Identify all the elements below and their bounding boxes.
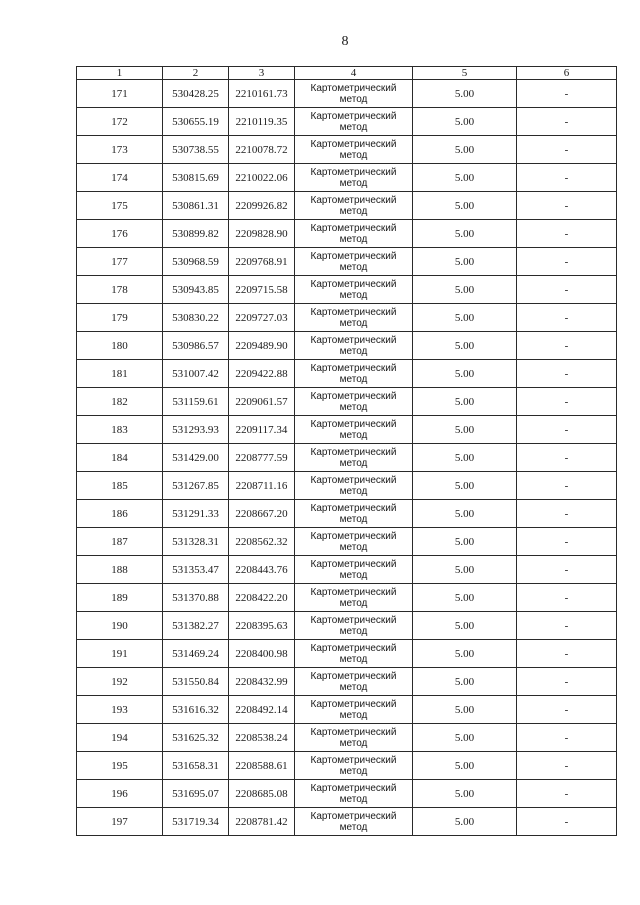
- point-number-cell: 182: [77, 388, 163, 416]
- precision-cell: 5.00: [413, 780, 517, 808]
- x-coordinate-cell: 531550.84: [163, 668, 229, 696]
- table-row: [77, 192, 617, 220]
- note-cell: -: [517, 80, 617, 108]
- y-coordinate-cell: 2209926.82: [229, 192, 295, 220]
- point-number-cell: 189: [77, 584, 163, 612]
- precision-cell: 5.00: [413, 584, 517, 612]
- table-row: [77, 276, 617, 304]
- point-number-cell: 197: [77, 808, 163, 836]
- x-coordinate-cell: 531370.88: [163, 584, 229, 612]
- note-cell: -: [517, 136, 617, 164]
- y-coordinate-cell: 2210022.06: [229, 164, 295, 192]
- table-row: [77, 584, 617, 612]
- y-coordinate-cell: 2209828.90: [229, 220, 295, 248]
- table-row: [77, 80, 617, 108]
- note-cell: -: [517, 108, 617, 136]
- x-coordinate-cell: 531267.85: [163, 472, 229, 500]
- y-coordinate-cell: 2208492.14: [229, 696, 295, 724]
- method-line2: метод: [339, 793, 368, 805]
- y-coordinate-cell: 2209727.03: [229, 304, 295, 332]
- x-coordinate-cell: 530986.57: [163, 332, 229, 360]
- precision-cell: 5.00: [413, 668, 517, 696]
- method-line2: метод: [339, 821, 368, 833]
- point-number-cell: 171: [77, 80, 163, 108]
- method-line2: метод: [339, 513, 368, 525]
- method-line2: метод: [339, 457, 368, 469]
- note-cell: -: [517, 472, 617, 500]
- method-line2: метод: [339, 625, 368, 637]
- y-coordinate-cell: 2208395.63: [229, 612, 295, 640]
- method-line2: метод: [339, 681, 368, 693]
- table-row: [77, 444, 617, 472]
- x-coordinate-cell: 531469.24: [163, 640, 229, 668]
- table-row: [77, 780, 617, 808]
- table-row: [77, 416, 617, 444]
- note-cell: -: [517, 192, 617, 220]
- y-coordinate-cell: 2208422.20: [229, 584, 295, 612]
- precision-cell: 5.00: [413, 220, 517, 248]
- point-number-cell: 184: [77, 444, 163, 472]
- precision-cell: 5.00: [413, 752, 517, 780]
- method-cell: [295, 304, 413, 332]
- note-cell: -: [517, 220, 617, 248]
- point-number-cell: 181: [77, 360, 163, 388]
- x-coordinate-cell: 531625.32: [163, 724, 229, 752]
- note-cell: -: [517, 584, 617, 612]
- note-cell: -: [517, 332, 617, 360]
- table-row: [77, 136, 617, 164]
- note-cell: -: [517, 752, 617, 780]
- method-line2: метод: [339, 149, 368, 161]
- note-cell: -: [517, 556, 617, 584]
- note-cell: -: [517, 416, 617, 444]
- note-cell: -: [517, 304, 617, 332]
- method-line1: Картометрический: [310, 642, 397, 654]
- x-coordinate-cell: 530815.69: [163, 164, 229, 192]
- precision-cell: 5.00: [413, 472, 517, 500]
- method-cell: [295, 696, 413, 724]
- y-coordinate-cell: 2210119.35: [229, 108, 295, 136]
- method-line2: метод: [339, 541, 368, 553]
- point-number-cell: 176: [77, 220, 163, 248]
- x-coordinate-cell: 530830.22: [163, 304, 229, 332]
- precision-cell: 5.00: [413, 304, 517, 332]
- method-line1: Картометрический: [310, 250, 397, 262]
- point-number-cell: 172: [77, 108, 163, 136]
- precision-cell: 5.00: [413, 640, 517, 668]
- point-number-cell: 174: [77, 164, 163, 192]
- table-row: [77, 668, 617, 696]
- point-number-cell: 185: [77, 472, 163, 500]
- method-line1: Картометрический: [310, 110, 397, 122]
- method-cell: [295, 80, 413, 108]
- method-line2: метод: [339, 737, 368, 749]
- point-number-cell: 194: [77, 724, 163, 752]
- method-cell: [295, 752, 413, 780]
- note-cell: -: [517, 444, 617, 472]
- precision-cell: 5.00: [413, 724, 517, 752]
- note-cell: -: [517, 640, 617, 668]
- table-row: [77, 360, 617, 388]
- x-coordinate-cell: 530738.55: [163, 136, 229, 164]
- method-cell: [295, 724, 413, 752]
- method-cell: [295, 808, 413, 836]
- precision-cell: 5.00: [413, 612, 517, 640]
- point-number-cell: 195: [77, 752, 163, 780]
- method-line2: метод: [339, 401, 368, 413]
- table-row: [77, 304, 617, 332]
- table-row: [77, 640, 617, 668]
- y-coordinate-cell: 2208667.20: [229, 500, 295, 528]
- point-number-cell: 192: [77, 668, 163, 696]
- point-number-cell: 186: [77, 500, 163, 528]
- method-cell: [295, 668, 413, 696]
- method-line1: Картометрический: [310, 222, 397, 234]
- x-coordinate-cell: 530968.59: [163, 248, 229, 276]
- precision-cell: 5.00: [413, 108, 517, 136]
- method-cell: [295, 416, 413, 444]
- note-cell: -: [517, 164, 617, 192]
- table-row: [77, 388, 617, 416]
- method-line1: Картометрический: [310, 474, 397, 486]
- method-line1: Картометрический: [310, 502, 397, 514]
- note-cell: -: [517, 724, 617, 752]
- table-row: [77, 108, 617, 136]
- x-coordinate-cell: 531291.33: [163, 500, 229, 528]
- x-coordinate-cell: 531293.93: [163, 416, 229, 444]
- precision-cell: 5.00: [413, 276, 517, 304]
- point-number-cell: 183: [77, 416, 163, 444]
- method-cell: [295, 276, 413, 304]
- method-cell: [295, 640, 413, 668]
- point-number-cell: 190: [77, 612, 163, 640]
- note-cell: -: [517, 528, 617, 556]
- method-cell: [295, 332, 413, 360]
- table-header-row: [77, 67, 617, 80]
- method-line1: Картометрический: [310, 334, 397, 346]
- method-cell: [295, 360, 413, 388]
- method-line2: метод: [339, 569, 368, 581]
- method-line1: Картометрический: [310, 390, 397, 402]
- method-line1: Картометрический: [310, 726, 397, 738]
- method-line2: метод: [339, 429, 368, 441]
- precision-cell: 5.00: [413, 332, 517, 360]
- point-number-cell: 188: [77, 556, 163, 584]
- table-row: [77, 696, 617, 724]
- header-cell: 5: [413, 67, 517, 80]
- method-line2: метод: [339, 485, 368, 497]
- point-number-cell: 196: [77, 780, 163, 808]
- precision-cell: 5.00: [413, 80, 517, 108]
- table-row: [77, 164, 617, 192]
- x-coordinate-cell: 530899.82: [163, 220, 229, 248]
- x-coordinate-cell: 531159.61: [163, 388, 229, 416]
- note-cell: -: [517, 696, 617, 724]
- note-cell: -: [517, 276, 617, 304]
- table-row: [77, 612, 617, 640]
- header-cell: 6: [517, 67, 617, 80]
- y-coordinate-cell: 2209422.88: [229, 360, 295, 388]
- method-line2: метод: [339, 345, 368, 357]
- precision-cell: 5.00: [413, 808, 517, 836]
- precision-cell: 5.00: [413, 136, 517, 164]
- method-cell: [295, 472, 413, 500]
- point-number-cell: 173: [77, 136, 163, 164]
- y-coordinate-cell: 2208443.76: [229, 556, 295, 584]
- y-coordinate-cell: 2209768.91: [229, 248, 295, 276]
- note-cell: -: [517, 360, 617, 388]
- header-cell: 2: [163, 67, 229, 80]
- x-coordinate-cell: 530428.25: [163, 80, 229, 108]
- table-row: [77, 220, 617, 248]
- method-line1: Картометрический: [310, 530, 397, 542]
- method-line1: Картометрический: [310, 82, 397, 94]
- table-row: [77, 556, 617, 584]
- table-row: [77, 472, 617, 500]
- method-line1: Картометрический: [310, 418, 397, 430]
- precision-cell: 5.00: [413, 416, 517, 444]
- note-cell: -: [517, 780, 617, 808]
- y-coordinate-cell: 2209715.58: [229, 276, 295, 304]
- y-coordinate-cell: 2208400.98: [229, 640, 295, 668]
- x-coordinate-cell: 531353.47: [163, 556, 229, 584]
- x-coordinate-cell: 531616.32: [163, 696, 229, 724]
- header-cell: 4: [295, 67, 413, 80]
- point-number-cell: 180: [77, 332, 163, 360]
- method-line1: Картометрический: [310, 754, 397, 766]
- method-cell: [295, 220, 413, 248]
- method-cell: [295, 136, 413, 164]
- y-coordinate-cell: 2210161.73: [229, 80, 295, 108]
- point-number-cell: 178: [77, 276, 163, 304]
- method-line1: Картометрический: [310, 166, 397, 178]
- precision-cell: 5.00: [413, 388, 517, 416]
- method-line1: Картометрический: [310, 278, 397, 290]
- method-line2: метод: [339, 93, 368, 105]
- y-coordinate-cell: 2208562.32: [229, 528, 295, 556]
- precision-cell: 5.00: [413, 528, 517, 556]
- point-number-cell: 179: [77, 304, 163, 332]
- x-coordinate-cell: 530655.19: [163, 108, 229, 136]
- note-cell: -: [517, 500, 617, 528]
- method-line1: Картометрический: [310, 306, 397, 318]
- note-cell: -: [517, 248, 617, 276]
- table-row: [77, 752, 617, 780]
- note-cell: -: [517, 612, 617, 640]
- point-number-cell: 175: [77, 192, 163, 220]
- method-line1: Картометрический: [310, 138, 397, 150]
- y-coordinate-cell: 2208432.99: [229, 668, 295, 696]
- method-line1: Картометрический: [310, 194, 397, 206]
- method-line2: метод: [339, 121, 368, 133]
- method-cell: [295, 444, 413, 472]
- table-row: [77, 500, 617, 528]
- method-cell: [295, 500, 413, 528]
- method-cell: [295, 164, 413, 192]
- method-cell: [295, 780, 413, 808]
- table-row: [77, 724, 617, 752]
- y-coordinate-cell: 2208711.16: [229, 472, 295, 500]
- x-coordinate-cell: 531007.42: [163, 360, 229, 388]
- method-cell: [295, 108, 413, 136]
- point-number-cell: 187: [77, 528, 163, 556]
- method-line2: метод: [339, 373, 368, 385]
- method-line2: метод: [339, 233, 368, 245]
- method-line1: Картометрический: [310, 614, 397, 626]
- note-cell: -: [517, 388, 617, 416]
- page-number: 8: [341, 34, 349, 49]
- method-line2: метод: [339, 317, 368, 329]
- method-line1: Картометрический: [310, 698, 397, 710]
- method-line2: метод: [339, 765, 368, 777]
- y-coordinate-cell: 2209489.90: [229, 332, 295, 360]
- precision-cell: 5.00: [413, 192, 517, 220]
- method-cell: [295, 528, 413, 556]
- method-cell: [295, 556, 413, 584]
- precision-cell: 5.00: [413, 360, 517, 388]
- precision-cell: 5.00: [413, 248, 517, 276]
- method-line2: метод: [339, 261, 368, 273]
- method-line2: метод: [339, 709, 368, 721]
- table-row: [77, 808, 617, 836]
- point-number-cell: 177: [77, 248, 163, 276]
- note-cell: -: [517, 668, 617, 696]
- method-line2: метод: [339, 653, 368, 665]
- method-cell: [295, 388, 413, 416]
- precision-cell: 5.00: [413, 556, 517, 584]
- x-coordinate-cell: 531658.31: [163, 752, 229, 780]
- method-cell: [295, 584, 413, 612]
- y-coordinate-cell: 2210078.72: [229, 136, 295, 164]
- header-cell: 1: [77, 67, 163, 80]
- method-cell: [295, 248, 413, 276]
- method-line2: метод: [339, 205, 368, 217]
- precision-cell: 5.00: [413, 500, 517, 528]
- precision-cell: 5.00: [413, 696, 517, 724]
- x-coordinate-cell: 531382.27: [163, 612, 229, 640]
- y-coordinate-cell: 2208588.61: [229, 752, 295, 780]
- point-number-cell: 191: [77, 640, 163, 668]
- table-row: [77, 528, 617, 556]
- method-line2: метод: [339, 289, 368, 301]
- y-coordinate-cell: 2209117.34: [229, 416, 295, 444]
- method-line1: Картометрический: [310, 810, 397, 822]
- y-coordinate-cell: 2208781.42: [229, 808, 295, 836]
- x-coordinate-cell: 530861.31: [163, 192, 229, 220]
- method-line1: Картометрический: [310, 586, 397, 598]
- y-coordinate-cell: 2208538.24: [229, 724, 295, 752]
- method-line2: метод: [339, 177, 368, 189]
- x-coordinate-cell: 531695.07: [163, 780, 229, 808]
- x-coordinate-cell: 531429.00: [163, 444, 229, 472]
- method-line1: Картометрический: [310, 446, 397, 458]
- x-coordinate-cell: 531719.34: [163, 808, 229, 836]
- method-line1: Картометрический: [310, 362, 397, 374]
- table-row: [77, 332, 617, 360]
- x-coordinate-cell: 530943.85: [163, 276, 229, 304]
- precision-cell: 5.00: [413, 164, 517, 192]
- coordinates-table: [76, 66, 617, 836]
- x-coordinate-cell: 531328.31: [163, 528, 229, 556]
- y-coordinate-cell: 2208685.08: [229, 780, 295, 808]
- method-cell: [295, 612, 413, 640]
- method-line1: Картометрический: [310, 670, 397, 682]
- y-coordinate-cell: 2209061.57: [229, 388, 295, 416]
- y-coordinate-cell: 2208777.59: [229, 444, 295, 472]
- table-row: [77, 248, 617, 276]
- precision-cell: 5.00: [413, 444, 517, 472]
- method-cell: [295, 192, 413, 220]
- method-line2: метод: [339, 597, 368, 609]
- header-cell: 3: [229, 67, 295, 80]
- point-number-cell: 193: [77, 696, 163, 724]
- method-line1: Картометрический: [310, 558, 397, 570]
- note-cell: -: [517, 808, 617, 836]
- method-line1: Картометрический: [310, 782, 397, 794]
